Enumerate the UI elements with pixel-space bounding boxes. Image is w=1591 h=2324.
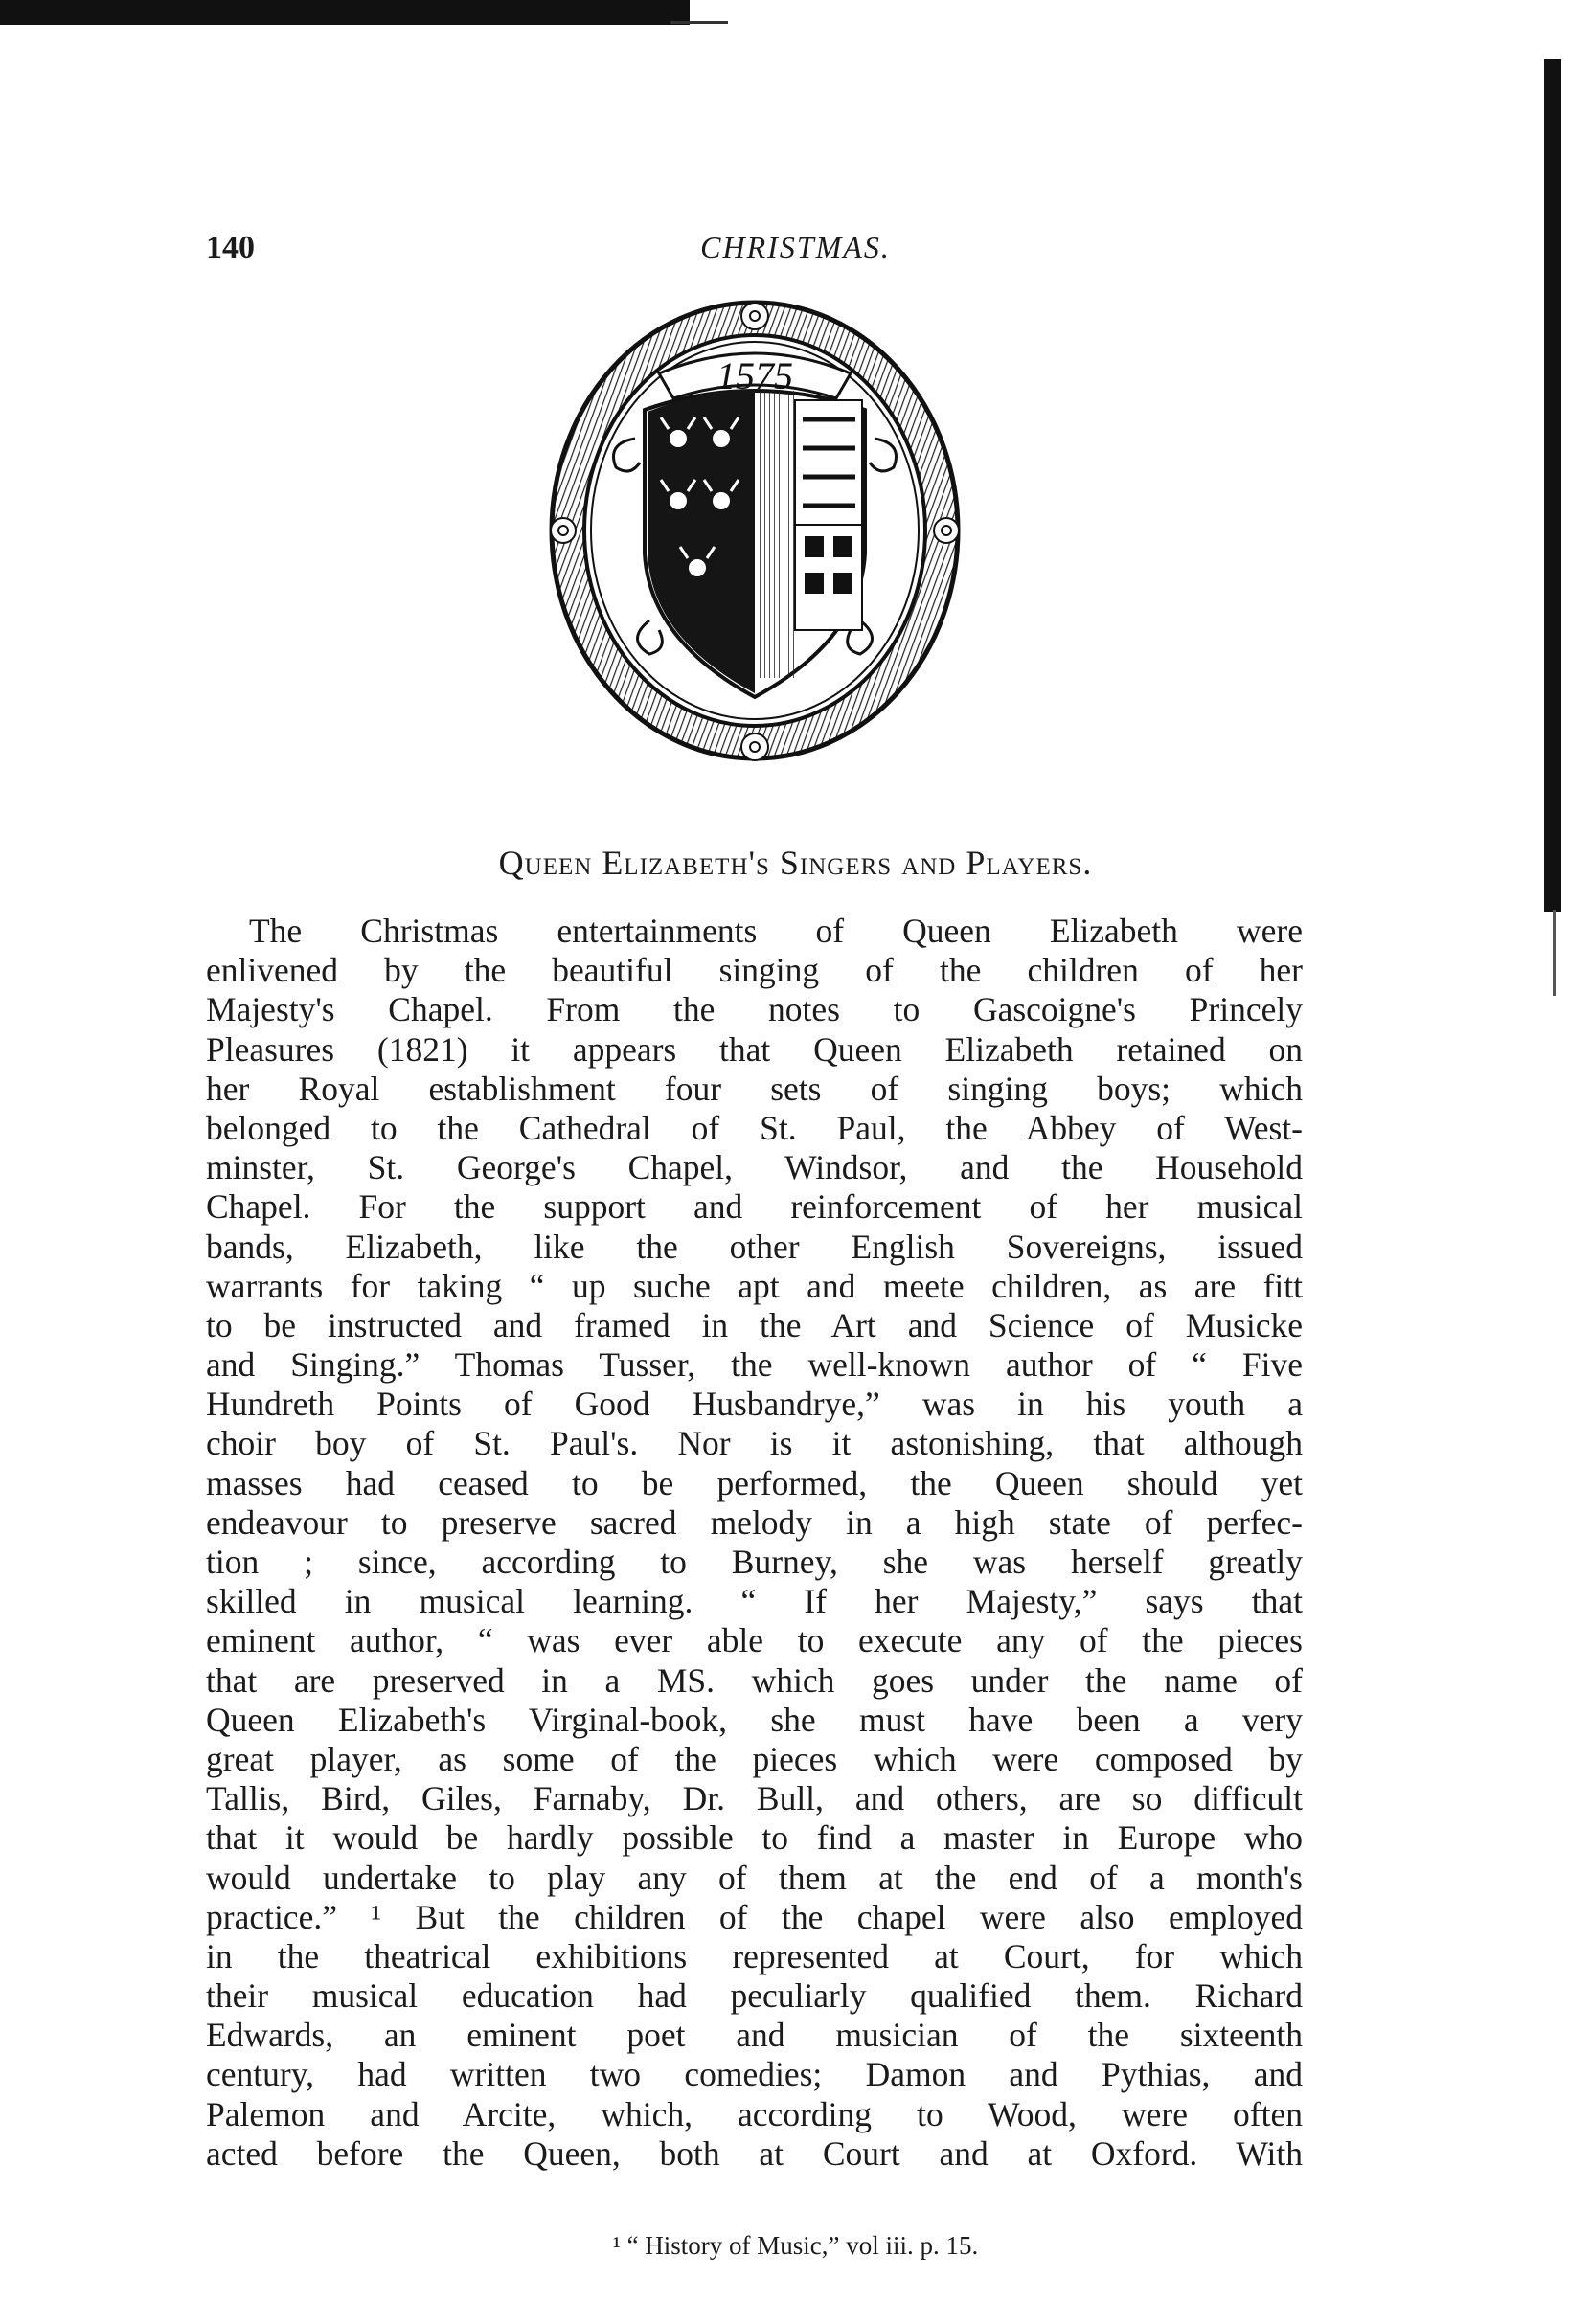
body-line: tion ; since, according to Burney, she was herself greatly: [206, 1543, 1303, 1581]
body-line: Pleasures (1821) it appears that Queen Elizabeth retained on: [206, 1029, 1303, 1069]
page-number: 140: [206, 230, 255, 265]
body-line: in the theatrical exhibitions represented at Court, for which: [206, 1936, 1303, 1975]
body-line: their musical education had peculiarly qualified them. Richard: [206, 1976, 1303, 2016]
body-line: great player, as some of the pieces which were composed by: [206, 1739, 1303, 1778]
body-line: Queen Elizabeth's Virginal-book, she must have been a very: [206, 1700, 1303, 1739]
body-line: Hundreth Points of Good Husbandrye,” was in his youth a: [206, 1385, 1303, 1424]
body-line: to be instructed and framed in the Art and Science of Musicke: [206, 1305, 1303, 1344]
scan-edge-top-thin: [670, 21, 728, 24]
body-line: Chapel. For the support and reinforcement of her musical: [206, 1187, 1303, 1227]
body-line: minster, St. George's Chapel, Windsor, and the Household: [206, 1148, 1303, 1187]
scan-edge-right: [1544, 59, 1561, 912]
body-line: and Singing.” Thomas Tusser, the well-known author of “ Five: [206, 1345, 1303, 1385]
running-head: [0, 230, 1591, 268]
footnote: ¹ “ History of Music,” vol iii. p. 15.: [612, 2231, 979, 2260]
scan-edge-right-thin: [1553, 910, 1556, 996]
body-line: warrants for taking “ up suche apt and meete children, as are fitt: [206, 1266, 1303, 1305]
body-line: bands, Elizabeth, like the other English Sovereigns, issued: [206, 1227, 1303, 1266]
body-line: enlivened by the beautiful singing of the children of her: [206, 951, 1303, 990]
running-title: CHRISTMAS.: [700, 230, 891, 264]
body-line: Palemon and Arcite, which, according to Wood, were often: [206, 2094, 1303, 2133]
body-line: practice.” ¹ But the children of the chapel were also employed: [206, 1897, 1303, 1936]
section-heading: Queen Elizabeth's Singers and Players.: [498, 844, 1093, 882]
body-line: choir boy of St. Paul's. Nor is it astonishing, that although: [206, 1424, 1303, 1463]
crest-year: 1575: [716, 354, 793, 397]
body-line: masses had ceased to be performed, the Queen should yet: [206, 1463, 1303, 1502]
body-line: that are preserved in a MS. which goes under the name of: [206, 1660, 1303, 1700]
heraldic-shield-crest-icon: [544, 295, 966, 766]
body-line: her Royal establishment four sets of singing boys; which: [206, 1069, 1303, 1108]
body-text: [206, 912, 1303, 2174]
body-line: would undertake to play any of them at the end of a month's: [206, 1858, 1303, 1897]
scan-edge-top: [0, 0, 690, 25]
body-line: eminent author, “ was ever able to execute any of the pieces: [206, 1621, 1303, 1660]
body-line: acted before the Queen, both at Court and at Oxford. With: [206, 2133, 1303, 2173]
body-line: Majesty's Chapel. From the notes to Gascoigne's Princely: [206, 990, 1303, 1029]
body-line: century, had written two comedies; Damon and Pythias, and: [206, 2055, 1303, 2094]
body-line: endeavour to preserve sacred melody in a high state of perfec-: [206, 1502, 1303, 1542]
body-line: belonged to the Cathedral of St. Paul, the Abbey of West-: [206, 1108, 1303, 1147]
body-line: skilled in musical learning. “ If her Majesty,” says that: [206, 1582, 1303, 1621]
body-line: The Christmas entertainments of Queen Elizabeth were: [249, 912, 1303, 950]
body-line: Tallis, Bird, Giles, Farnaby, Dr. Bull, and others, are so difficult: [206, 1779, 1303, 1818]
body-line: that it would be hardly possible to find a master in Europe who: [206, 1818, 1303, 1858]
body-line: Edwards, an eminent poet and musician of the sixteenth: [206, 2016, 1303, 2055]
